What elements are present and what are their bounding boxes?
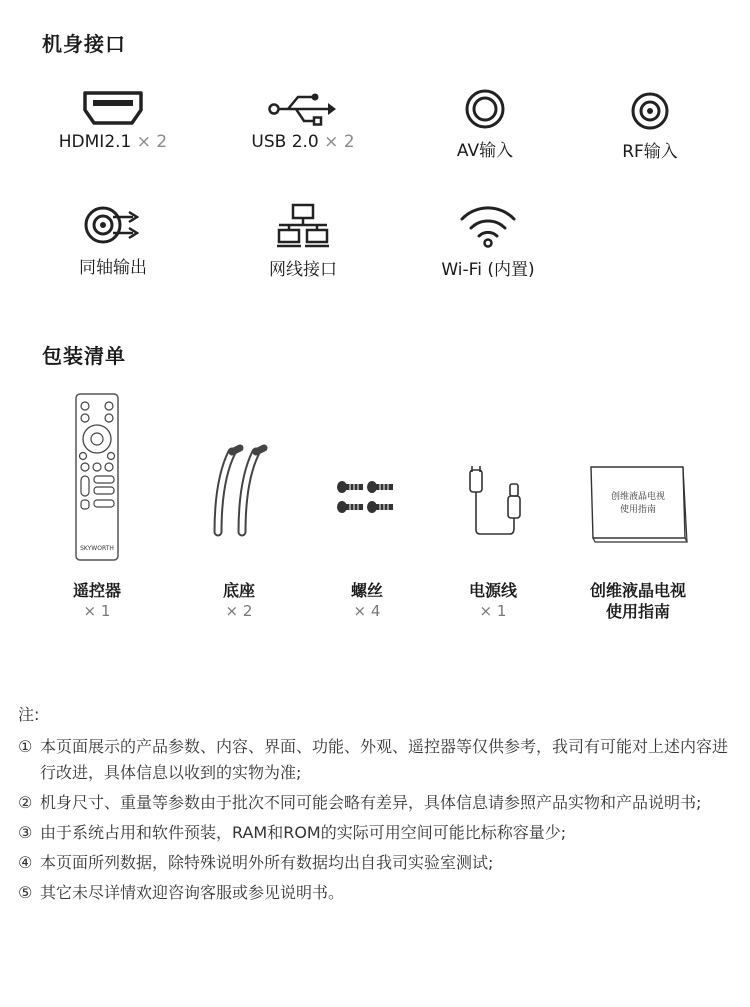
package-section-title: 包装清单 xyxy=(42,344,126,368)
screws-icon xyxy=(332,392,402,562)
note-text: 由于系统占用和软件预装，RAM和ROM的实际可用空间可能比标称容量少; xyxy=(40,823,567,842)
manual-cover-subtitle: 使用指南 xyxy=(619,505,657,515)
notes-heading: 注: xyxy=(18,705,40,724)
package-item-name: 遥控器 xyxy=(72,581,121,600)
rf-input-icon xyxy=(630,91,670,131)
interface-hdmi xyxy=(13,90,213,152)
package-item-name: 电源线 xyxy=(468,581,517,600)
note-text: 机身尺寸、重量等参数由于批次不同可能会略有差异，具体信息请参照产品实物和产品说明书; xyxy=(40,793,702,812)
interface-label: 同轴输出 xyxy=(79,258,147,278)
note-number: ③ xyxy=(18,823,33,842)
interface-rf xyxy=(550,91,750,162)
package-item-name: 底座 xyxy=(222,581,255,600)
package-item-name: 螺丝 xyxy=(350,581,383,600)
note-item xyxy=(18,734,732,787)
interfaces-section-title: 机身接口 xyxy=(42,32,126,56)
interface-label: Wi-Fi (内置) xyxy=(441,260,535,280)
interface-label: HDMI2.1 xyxy=(58,132,132,152)
av-input-icon xyxy=(464,88,506,130)
note-number: ⑤ xyxy=(18,883,33,902)
manual-cover-title: 创维液晶电视 xyxy=(610,492,666,502)
note-number: ④ xyxy=(18,853,33,872)
interface-coaxial xyxy=(13,203,213,278)
power-cord-icon xyxy=(458,392,528,562)
note-number: ① xyxy=(18,736,33,756)
interface-multiplier: × 2 xyxy=(324,132,355,152)
ethernet-icon xyxy=(275,203,331,249)
stand-legs-icon xyxy=(204,392,274,562)
notes xyxy=(18,702,732,910)
note-item xyxy=(18,880,732,907)
package-item-qty: × 4 xyxy=(353,602,381,620)
remote-brand-label: SKYWORTH xyxy=(80,545,114,552)
package-item-qty: × 2 xyxy=(225,602,253,620)
note-item xyxy=(18,820,732,847)
interface-label: 网线接口 xyxy=(269,260,337,280)
note-text: 本页面展示的产品参数、内容、界面、功能、外观、遥控器等仅供参考，我司有可能对上述内容进行改进，具体信息以收到的实物为准; xyxy=(40,736,729,782)
interface-ethernet xyxy=(203,203,403,280)
interface-wifi xyxy=(388,205,588,280)
user-manual-icon xyxy=(587,392,689,562)
interface-label: AV输入 xyxy=(456,141,514,161)
interface-usb xyxy=(203,90,403,152)
package-item-name-line2: 使用指南 xyxy=(605,602,670,621)
package-item-remote xyxy=(17,392,177,621)
note-number: ② xyxy=(18,793,33,812)
package-item-qty: × 1 xyxy=(479,602,507,620)
hdmi-port-icon xyxy=(82,90,144,126)
package-item-name: 创维液晶电视 xyxy=(589,581,686,600)
interface-label: USB 2.0 xyxy=(251,132,319,152)
interface-multiplier: × 2 xyxy=(136,132,168,152)
usb-icon xyxy=(268,90,338,126)
package-item-qty: × 1 xyxy=(83,602,111,620)
note-item xyxy=(18,790,732,817)
coaxial-output-icon xyxy=(83,203,143,247)
package-item-manual xyxy=(558,392,718,622)
remote-control-icon xyxy=(73,392,121,562)
note-item xyxy=(18,850,732,877)
wifi-icon xyxy=(459,205,517,249)
package-item-power-cord xyxy=(413,392,573,621)
note-text: 本页面所列数据，除特殊说明外所有数据均出自我司实验室测试; xyxy=(40,853,494,872)
interface-label: RF输入 xyxy=(622,142,678,162)
note-text: 其它未尽详情欢迎咨询客服或参见说明书。 xyxy=(40,883,345,902)
